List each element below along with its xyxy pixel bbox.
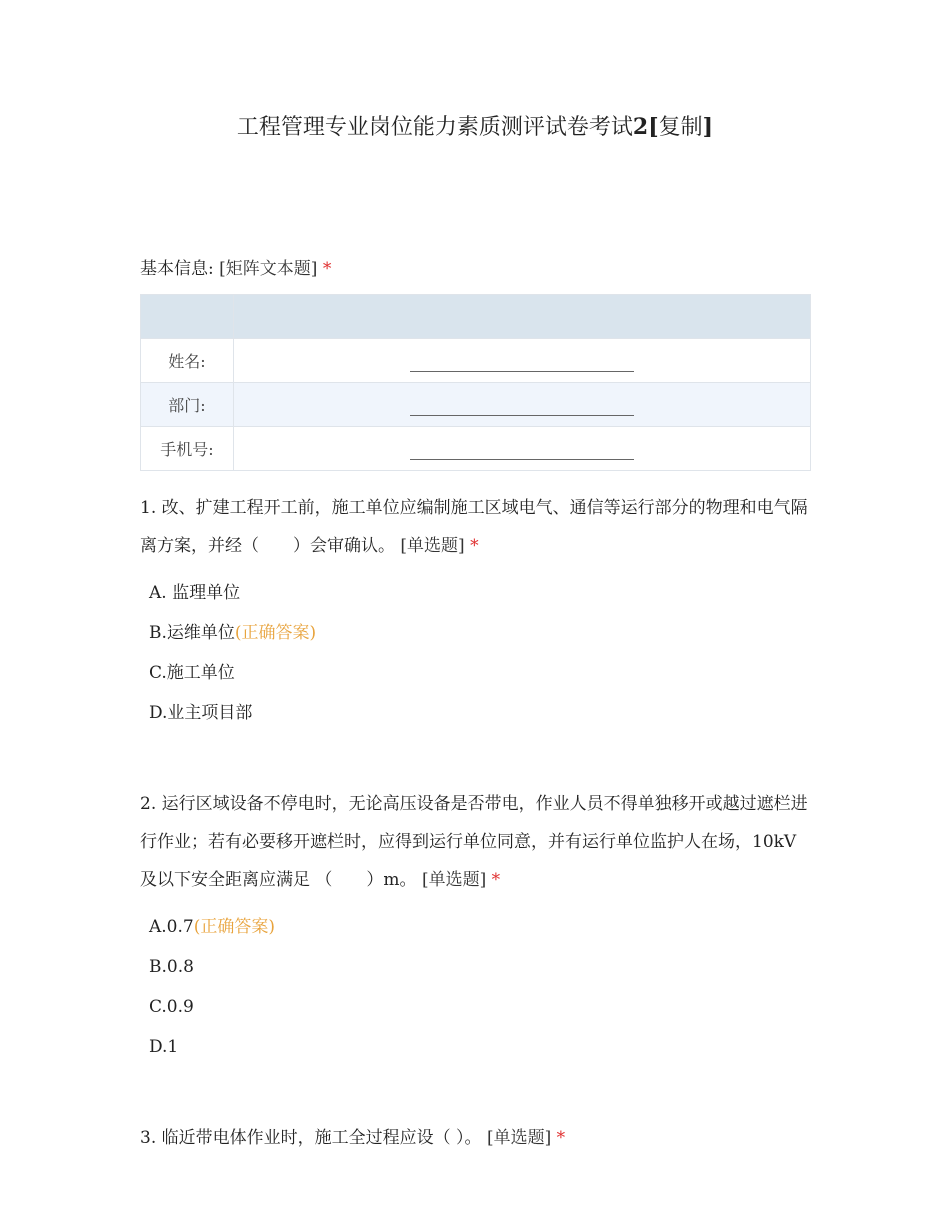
- matrix-row-name: [141, 339, 811, 383]
- basic-info-matrix: [140, 294, 811, 471]
- question-3-heading: [140, 1119, 811, 1157]
- basic-info-heading: [140, 250, 811, 288]
- matrix-row-label: 姓名:: [141, 339, 234, 383]
- option-b[interactable]: [149, 613, 811, 653]
- required-mark: *: [556, 1128, 566, 1148]
- option-c[interactable]: [149, 987, 811, 1027]
- question-3: [140, 1119, 811, 1157]
- basic-info-type: [矩阵文本题]: [219, 259, 318, 279]
- question-1-type: [单选题]: [400, 536, 465, 556]
- name-field[interactable]: [234, 339, 811, 383]
- option-text: A.0.7: [149, 917, 194, 937]
- question-1-text: 1. 改、扩建工程开工前，施工单位应编制施工区域电气、通信等运行部分的物理和电气隔离方案，并经（ ）会审确认。: [140, 498, 808, 556]
- basic-info-label: 基本信息:: [140, 259, 214, 279]
- title-num: 2: [632, 114, 649, 140]
- matrix-header-cell: [234, 295, 811, 339]
- phone-field[interactable]: [234, 427, 811, 471]
- correct-answer-note: (正确答案): [193, 917, 275, 937]
- survey-content: [140, 250, 811, 1157]
- option-text: D.业主项目部: [149, 703, 253, 723]
- title-main: 工程管理专业岗位能力素质测评试卷考试: [236, 115, 633, 140]
- name-blank[interactable]: [410, 353, 634, 372]
- question-3-text: 3. 临近带电体作业时，施工全过程应设（ ）。: [140, 1128, 482, 1148]
- option-a[interactable]: [149, 573, 811, 613]
- matrix-header-row: [141, 295, 811, 339]
- required-mark: *: [470, 536, 479, 556]
- option-d[interactable]: [149, 693, 811, 733]
- matrix-row-label: 手机号:: [141, 427, 234, 471]
- title-suffix: 复制: [658, 115, 703, 140]
- spacer: [140, 1067, 811, 1101]
- option-text: A. 监理单位: [149, 583, 241, 603]
- question-1-options: [140, 573, 811, 733]
- title-bracket-close: ]: [702, 114, 714, 140]
- question-2: [140, 785, 811, 1067]
- phone-blank[interactable]: [410, 441, 634, 460]
- matrix-header-cell: [141, 295, 234, 339]
- question-2-type: [单选题]: [421, 870, 487, 890]
- question-3-type: [单选题]: [486, 1128, 552, 1148]
- option-b[interactable]: [149, 947, 811, 987]
- option-text: C.0.9: [149, 997, 194, 1017]
- department-field[interactable]: [234, 383, 811, 427]
- matrix-row-label: 部门:: [141, 383, 234, 427]
- option-c[interactable]: [149, 653, 811, 693]
- required-mark: *: [491, 870, 501, 890]
- page-title: [0, 112, 950, 143]
- option-text: C.施工单位: [149, 663, 235, 683]
- question-2-heading: [140, 785, 811, 899]
- spacer: [140, 733, 811, 767]
- option-text: B.0.8: [149, 957, 194, 977]
- matrix-row-phone: [141, 427, 811, 471]
- option-text: B.运维单位: [149, 623, 235, 643]
- option-d[interactable]: [149, 1027, 811, 1067]
- title-bracket-open: [: [648, 114, 659, 140]
- question-2-options: [140, 907, 811, 1067]
- matrix-row-department: [141, 383, 811, 427]
- option-a[interactable]: [149, 907, 811, 947]
- option-text: D.1: [149, 1037, 179, 1057]
- question-1: [140, 489, 811, 733]
- question-1-heading: [140, 489, 811, 565]
- question-2-text: 2. 运行区域设备不停电时，无论高压设备是否带电，作业人员不得单独移开或越过遮栏进行作业；若有必要移开遮栏时，应得到运行单位同意，并有运行单位监护人在场，10kV 及以下安全距离应满足 （ ）m。: [140, 794, 808, 890]
- correct-answer-note: (正确答案): [234, 623, 317, 643]
- department-blank[interactable]: [410, 397, 634, 416]
- required-mark: *: [322, 259, 332, 279]
